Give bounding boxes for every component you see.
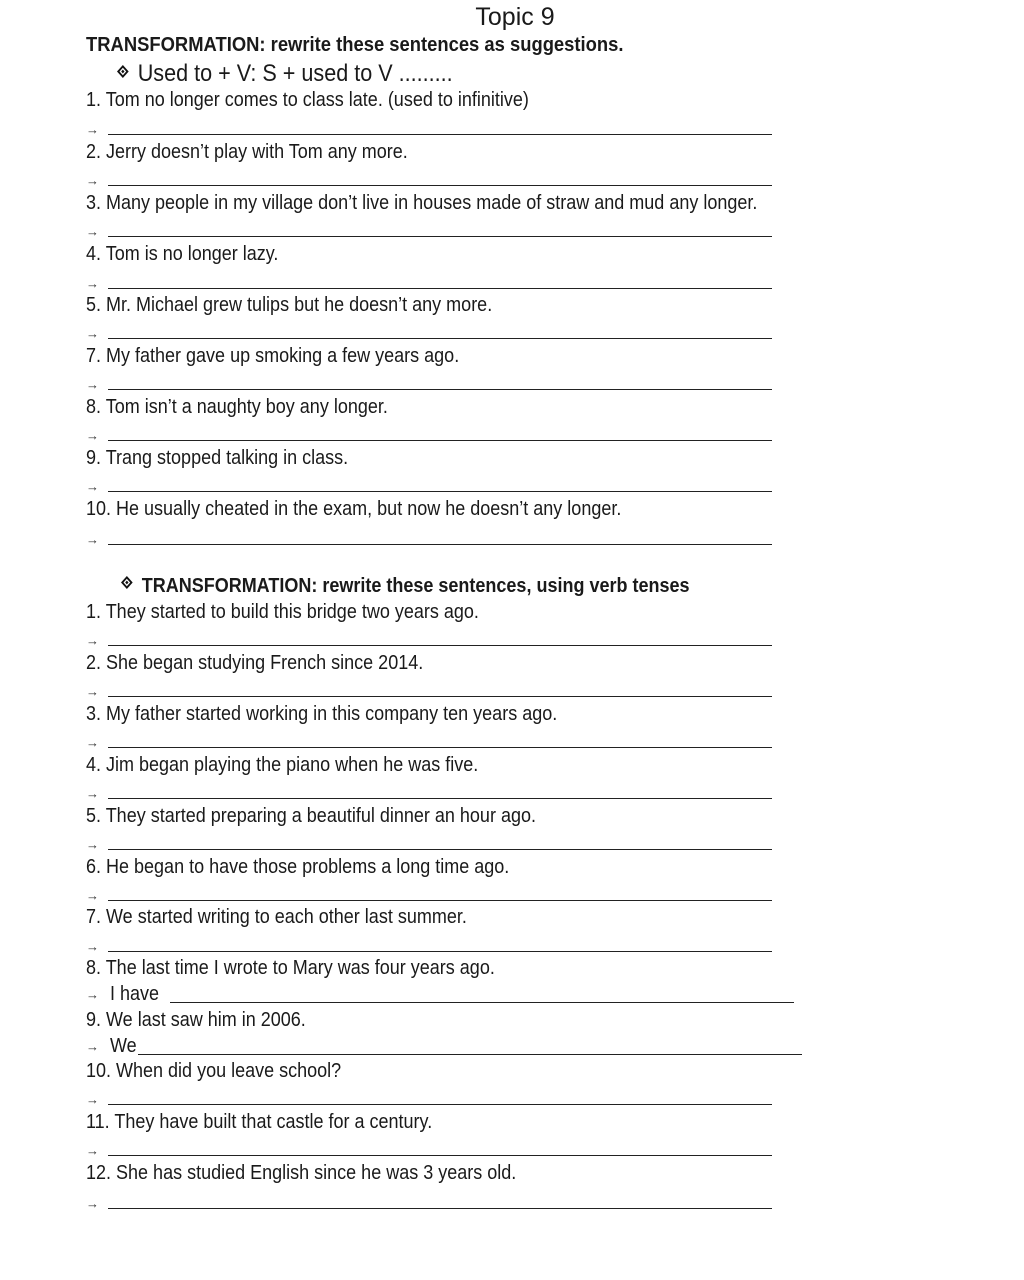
arrow-icon: → — [86, 224, 99, 239]
s1-answer-line-8[interactable] — [86, 426, 786, 446]
s1-question-4: 4. Tom is no longer lazy. — [86, 243, 279, 265]
page-title: Topic 9 — [475, 3, 555, 31]
arrow-icon: → — [86, 532, 99, 547]
s1-question-9: 9. Trang stopped talking in class. — [86, 447, 349, 469]
arrow-icon: → — [86, 276, 99, 291]
s1-question-2: 2. Jerry doesn’t play with Tom any more. — [86, 141, 408, 163]
s2-answer-line-5[interactable] — [86, 835, 786, 855]
s1-question-1: 1. Tom no longer comes to class late. (used to infinitive) — [86, 89, 529, 111]
s1-question-10: 10. He usually cheated in the exam, but now he doesn’t any longer. — [86, 498, 622, 520]
arrow-icon: → — [86, 888, 99, 903]
s2-answer-line-2[interactable] — [86, 682, 786, 702]
s2-answer-line-9[interactable] — [86, 1035, 806, 1059]
s1-answer-line-7[interactable] — [86, 375, 786, 395]
s1-answer-line-1[interactable] — [86, 120, 786, 140]
section1-heading: TRANSFORMATION: rewrite these sentences as suggestions. — [86, 34, 624, 56]
s2-question-3: 3. My father started working in this company ten years ago. — [86, 703, 558, 725]
s2-answer-line-6[interactable] — [86, 886, 786, 906]
arrow-icon: → — [86, 1143, 99, 1158]
answer-start-we: We — [110, 1035, 137, 1057]
s2-question-1: 1. They started to build this bridge two years ago. — [86, 601, 479, 623]
s2-answer-line-12[interactable] — [86, 1194, 786, 1214]
arrow-icon: → — [86, 479, 99, 494]
s2-question-2: 2. She began studying French since 2014. — [86, 652, 424, 674]
s2-answer-line-3[interactable] — [86, 733, 786, 753]
section1-formula — [117, 60, 453, 88]
s2-question-4: 4. Jim began playing the piano when he was five. — [86, 754, 479, 776]
s1-answer-line-3[interactable] — [86, 222, 786, 242]
arrow-icon: → — [86, 1092, 99, 1107]
arrow-icon: → — [86, 939, 99, 954]
diamond-bullet-icon — [117, 65, 129, 78]
diamond-bullet-icon — [121, 576, 133, 589]
arrow-icon: → — [86, 173, 99, 188]
arrow-icon: → — [86, 786, 99, 801]
s1-answer-line-5[interactable] — [86, 324, 786, 344]
s1-question-3: 3. Many people in my village don’t live in houses made of straw and mud any longer. — [86, 192, 758, 214]
s2-answer-line-1[interactable] — [86, 631, 786, 651]
arrow-icon: → — [86, 122, 99, 137]
arrow-icon: → — [86, 1196, 99, 1211]
arrow-icon: → — [86, 684, 99, 699]
s2-question-11: 11. They have built that castle for a century. — [86, 1111, 433, 1133]
arrow-icon: → — [86, 987, 99, 1002]
arrow-icon: → — [86, 1039, 99, 1054]
answer-start-i-have: I have — [110, 983, 160, 1005]
arrow-icon: → — [86, 633, 99, 648]
s1-answer-line-4[interactable] — [86, 274, 786, 294]
s1-question-7: 7. My father gave up smoking a few years ago. — [86, 345, 460, 367]
s2-question-7: 7. We started writing to each other last summer. — [86, 906, 467, 928]
section2-heading-text: TRANSFORMATION: rewrite these sentences, using verb tenses — [141, 575, 690, 597]
s1-answer-line-2[interactable] — [86, 171, 786, 191]
s2-answer-line-4[interactable] — [86, 784, 786, 804]
s2-question-9: 9. We last saw him in 2006. — [86, 1009, 306, 1031]
s1-answer-line-9[interactable] — [86, 477, 786, 497]
s1-question-5: 5. Mr. Michael grew tulips but he doesn’t any more. — [86, 294, 493, 316]
s2-question-12: 12. She has studied English since he was 3 years old. — [86, 1162, 517, 1184]
section2-heading — [121, 575, 690, 598]
arrow-icon: → — [86, 326, 99, 341]
arrow-icon: → — [86, 428, 99, 443]
s2-answer-line-7[interactable] — [86, 937, 786, 957]
s2-answer-line-11[interactable] — [86, 1141, 786, 1161]
s2-question-5: 5. They started preparing a beautiful dinner an hour ago. — [86, 805, 536, 827]
arrow-icon: → — [86, 735, 99, 750]
s2-question-10: 10. When did you leave school? — [86, 1060, 342, 1082]
formula-text: Used to + V: S + used to V ......... — [137, 60, 453, 87]
arrow-icon: → — [86, 377, 99, 392]
s2-answer-line-10[interactable] — [86, 1090, 786, 1110]
s2-question-8: 8. The last time I wrote to Mary was four years ago. — [86, 957, 495, 979]
s1-answer-line-10[interactable] — [86, 530, 786, 550]
s2-answer-line-8[interactable] — [86, 983, 806, 1007]
s2-question-6: 6. He began to have those problems a long time ago. — [86, 856, 510, 878]
arrow-icon: → — [86, 837, 99, 852]
s1-question-8: 8. Tom isn’t a naughty boy any longer. — [86, 396, 388, 418]
